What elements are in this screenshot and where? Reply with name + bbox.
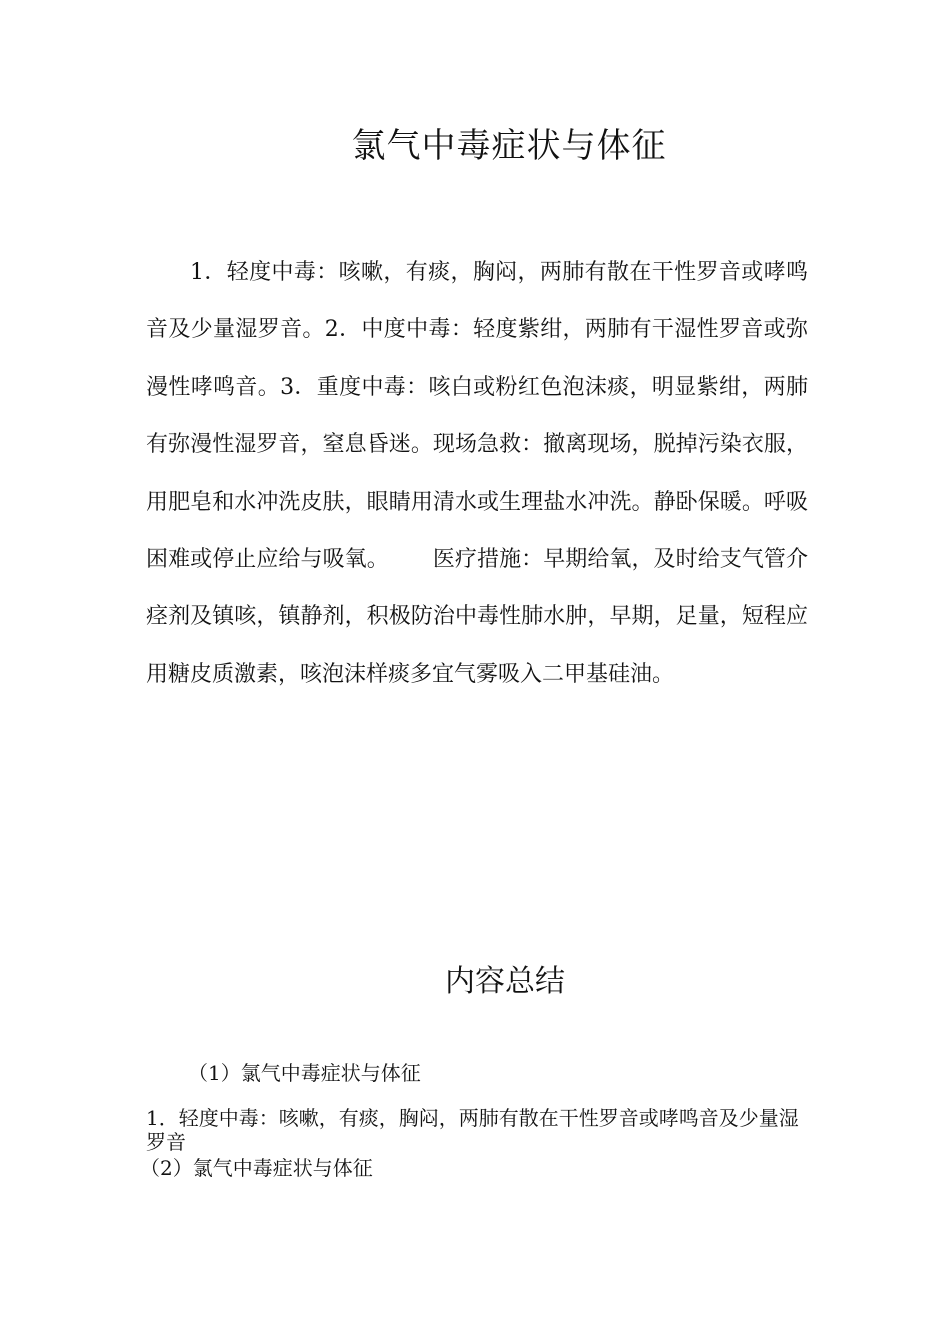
summary-item-2-heading: （2）氯气中毒症状与体征 (140, 1156, 373, 1180)
summary-item-1-text: 1．轻度中毒：咳嗽，有痰，胸闷，两肺有散在干性罗音或哮鸣音及少量湿罗音 (146, 1106, 799, 1154)
body-paragraph (146, 244, 808, 703)
page-title: 氯气中毒症状与体征 (351, 126, 667, 166)
summary-item-1-heading: （1）氯气中毒症状与体征 (188, 1061, 421, 1085)
body-text-symptoms-first-aid: 1．轻度中毒：咳嗽，有痰，胸闷，两肺有散在干性罗音或哮鸣音及少量湿罗音。2．中度中毒：轻度紫绀，两肺有干湿性罗音或弥漫性哮鸣音。3．重度中毒：咳白或粉红色泡沫痰，明显紫绀，两肺有弥漫性湿罗音，窒息昏迷。现场急救：撤离现场，脱掉污染衣服，用肥皂和水冲洗皮肤，眼睛用清水或生理盐水冲洗。静卧保暖。呼吸困难或停止应给与吸氧。 (146, 260, 808, 573)
summary-title: 内容总结 (445, 964, 565, 999)
body-text-medical-measures: 医疗措施：早期给氧，及时给支气管介痉剂及镇咳，镇静剂，积极防治中毒性肺水肿，早期，足量，短程应用糖皮质激素，咳泡沫样痰多宜气雾吸入二甲基硅油。 (146, 547, 808, 687)
